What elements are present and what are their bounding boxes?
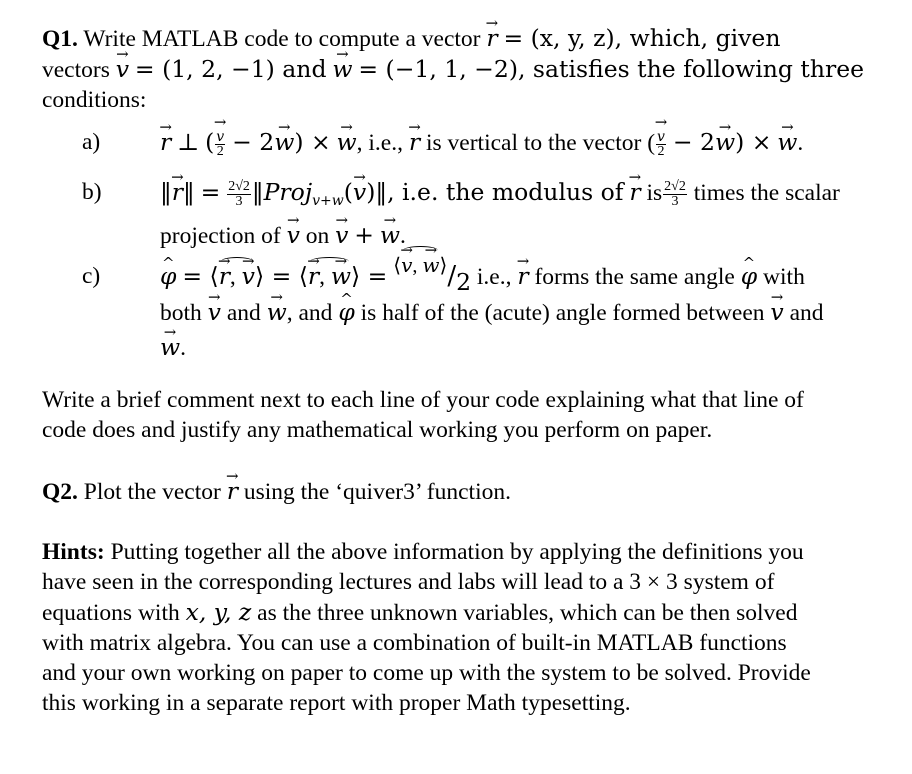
- vector-w: → w: [422, 250, 439, 280]
- vector-v: → v: [242, 261, 255, 291]
- vector-r: → r: [308, 261, 319, 291]
- item-c-text-d: ⟨: [393, 253, 402, 277]
- hints-line-2: have seen in the corresponding lectures and labs will lead to a 3 × 3 system of: [42, 569, 775, 595]
- vector-r: → r: [486, 23, 497, 53]
- item-a-text-e: − 2: [672, 128, 715, 156]
- item-b-text-c: (: [343, 178, 353, 206]
- item-a-text-a: − 2: [232, 128, 275, 156]
- hints-xyz: x, y, z: [185, 598, 252, 626]
- vector-r: → r: [160, 127, 171, 157]
- perp-symbol: ⊥: [177, 128, 200, 156]
- vector-v: → v: [401, 250, 412, 280]
- vector-v: → v: [353, 177, 366, 207]
- q1-line1-math: = (x, y, z), which, given: [503, 24, 781, 52]
- vector-w: → w: [331, 261, 351, 291]
- item-a-text-f: ) ×: [735, 128, 772, 156]
- frac-num: 2√2: [228, 179, 250, 195]
- frac-num: 2√2: [664, 179, 686, 195]
- vector-w: → w: [160, 332, 180, 362]
- q1-label: Q1.: [42, 26, 78, 52]
- fraction-v-over-2: [656, 130, 666, 159]
- phi-hat: ^ φ: [338, 297, 354, 327]
- hints-line-3b: as the three unknown variables, which can be then solved: [257, 600, 798, 626]
- vector-r: → r: [517, 261, 528, 291]
- item-b-body: [160, 177, 898, 251]
- q1-line-3: conditions:: [42, 87, 147, 113]
- q2-paragraph: [42, 476, 898, 507]
- item-a-text-b: ) ×: [294, 128, 331, 156]
- frac-den: 3: [235, 194, 243, 210]
- hints-line-5: and your own working on paper to come up with the system to be solved. Provide: [42, 660, 811, 686]
- fraction-2root2-over-3: [663, 180, 687, 209]
- item-c-body: [160, 253, 898, 363]
- q2-text-a: Plot the vector: [83, 479, 221, 505]
- q1-line-1: [42, 23, 898, 54]
- phi-hat: ^ φ: [160, 261, 176, 291]
- phi-hat: ^ φ: [741, 261, 757, 291]
- q1-line1-text: Write MATLAB code to compute a vector: [83, 26, 481, 52]
- vector-w: → w: [380, 220, 400, 250]
- item-b-line2-c: +: [354, 221, 374, 249]
- item-c-denom: 2: [456, 268, 472, 296]
- vector-v: → v: [116, 54, 129, 84]
- item-c-text-a: = ⟨: [182, 262, 219, 290]
- fraction-v-over-2: [215, 130, 225, 159]
- item-c-line2-e: and: [789, 300, 824, 326]
- vector-v: → v: [335, 220, 348, 250]
- vector-r: → r: [629, 177, 640, 207]
- angle-r-w: → r, → w: [308, 261, 351, 292]
- item-c-text-h: i.e.,: [476, 264, 512, 290]
- item-c-text-e: ⟩: [439, 253, 448, 277]
- comment-line-1: Write a brief comment next to each line of your code explaining what that line of: [42, 387, 804, 413]
- item-c-line2: both: [160, 300, 202, 326]
- frac-den: 2: [216, 144, 224, 160]
- item-c-label: c): [82, 263, 101, 289]
- item-b-line2-end: .: [400, 223, 406, 249]
- vector-r: → r: [172, 177, 183, 207]
- item-c-text-i: forms the same angle: [534, 264, 735, 290]
- item-c-text-j: with: [763, 264, 805, 290]
- hints-line-6: this working in a separate report with proper Math typesetting.: [42, 690, 631, 716]
- item-b-text-e: is: [646, 180, 663, 206]
- vector-w: → w: [267, 297, 287, 327]
- frac-num: → v: [215, 130, 225, 145]
- angle-r-v: → r, → v: [219, 261, 255, 292]
- q1-line2-a: vectors: [42, 57, 110, 83]
- item-a-body: → r ⊥ ( → $\frac{v}{2}$ − 2→ w) × → w, i.e., → r is vertical to the vector ( → $\frac{v}{2}$ − 2→ w) × → w.: [160, 127, 898, 159]
- hints-line-4: with matrix algebra. You can use a combination of built-in MATLAB functions: [42, 630, 787, 656]
- item-b-line2: projection of: [160, 223, 281, 249]
- angle-v-w: → v, → w: [401, 250, 439, 281]
- frac-den: 3: [671, 194, 679, 210]
- item-b-text-f: times the scalar: [693, 180, 840, 206]
- hints-label: Hints:: [42, 539, 105, 565]
- vector-w: → w: [274, 127, 294, 157]
- item-b-proj-sub: v+w: [312, 193, 344, 209]
- item-b-proj: ‖Proj: [251, 178, 313, 206]
- item-a-end: .: [797, 130, 804, 156]
- vector-v: → v: [770, 297, 783, 327]
- q2-label: Q2.: [42, 479, 78, 505]
- q1-line2-b: = (1, 2, −1) and: [134, 55, 327, 83]
- q1-line2-c: = (−1, 1, −2), satisfies the following three: [358, 55, 865, 83]
- vector-r: → r: [409, 127, 420, 157]
- item-c-line2-c: , and: [286, 300, 333, 326]
- q1-intro: [42, 23, 898, 115]
- item-c-text-b: ⟩ = ⟨: [254, 262, 308, 290]
- item-c-line3-end: .: [180, 335, 186, 361]
- comment-line-2: code does and justify any mathematical working you perform on paper.: [42, 417, 713, 443]
- frac-den: 2: [657, 144, 665, 160]
- item-a-text-c: , i.e.,: [356, 130, 403, 156]
- vector-v: → v: [287, 220, 300, 250]
- item-c-line2-d: is half of the (acute) angle formed between: [360, 300, 765, 326]
- item-c-slash: /: [447, 261, 457, 291]
- vector-w: → w: [777, 127, 797, 157]
- item-b-text-d: )‖, i.e. the modulus of: [366, 178, 624, 206]
- q1-line-2: [42, 54, 898, 85]
- comment-paragraph: [42, 385, 898, 445]
- item-b-text-a: =: [200, 178, 221, 206]
- vector-r: → r: [227, 476, 238, 506]
- vector-w: → w: [715, 127, 735, 157]
- fraction-2root2-over-3: [227, 180, 251, 209]
- item-c-text-c: ⟩ =: [351, 262, 388, 290]
- item-a-label: a): [82, 129, 101, 155]
- norm-bar: ‖: [160, 178, 172, 206]
- vector-r: → r: [219, 261, 230, 291]
- hints-line-3a: equations with: [42, 600, 180, 626]
- item-c-line2-b: and: [226, 300, 261, 326]
- norm-bar: ‖: [182, 178, 195, 206]
- frac-num: → v: [656, 130, 666, 145]
- item-a-text-d: is vertical to the vector (: [425, 130, 656, 156]
- hints-line-1: Putting together all the above information by applying the definitions you: [110, 539, 804, 565]
- vector-v: → v: [208, 297, 221, 327]
- item-b-label: b): [82, 179, 102, 205]
- hints-paragraph: [42, 537, 898, 718]
- vector-w: → w: [337, 127, 357, 157]
- q2-text-b: using the ‘quiver3’ function.: [243, 479, 511, 505]
- item-b-line2-b: on: [305, 223, 330, 249]
- vector-w: → w: [332, 54, 352, 84]
